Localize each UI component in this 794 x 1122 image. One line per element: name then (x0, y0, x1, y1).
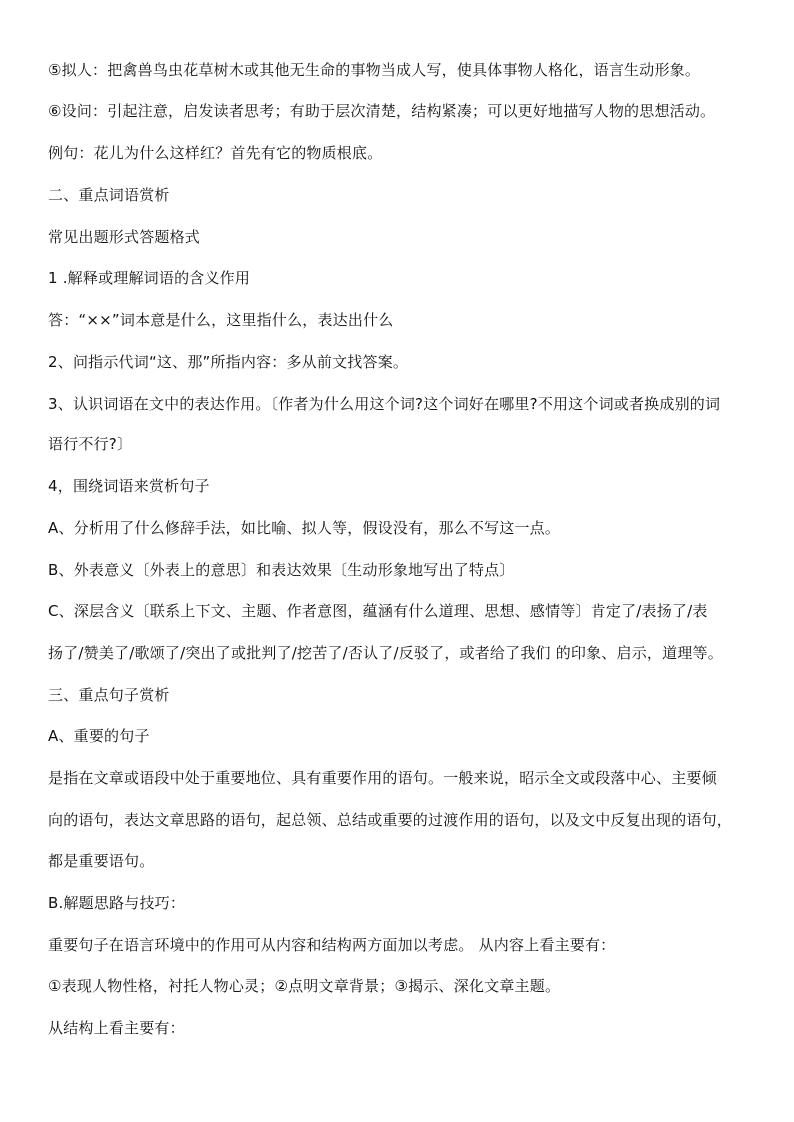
text-line-item-c: C、深层含义〔联系上下文、主题、作者意图，蕴涵有什么道理、思想、感情等〕肯定了/表扬了/表 (48, 602, 708, 620)
text-line-structure-points: 从结构上看主要有： (48, 1019, 185, 1037)
text-line-solving-tips: B.解题思路与技巧： (48, 894, 186, 912)
text-line-item-a: A、分析用了什么修辞手法，如比喻、拟人等，假设没有，那么不写这一点。 (48, 519, 561, 537)
text-line-personification: ⑤拟人：把禽兽鸟虫花草树木或其他无生命的事物当成人写，使具体事物人格化，语言生动形象。 (48, 61, 701, 79)
text-line-definition-cont-2: 都是重要语句。 (48, 852, 155, 870)
text-line-definition-cont-1: 向的语句，表达文章思路的语句，起总领、总结或重要的过渡作用的语句，以及文中反复出现的语句， (48, 811, 733, 829)
text-line-content-points: ①表现人物性格，衬托人物心灵；②点明文章背景；③揭示、深化文章主题。 (48, 977, 561, 995)
text-line-common-formats: 常见出题形式答题格式 (48, 228, 201, 246)
text-line-item-3: 3、认识词语在文中的表达作用。〔作者为什么用这个词?这个词好在哪里?不用这个词或者换成别的词 (48, 395, 721, 413)
text-line-example: 例句：花儿为什么这样红？首先有它的物质根底。 (48, 144, 383, 162)
text-line-rhetorical-question: ⑥设问：引起注意，启发读者思考；有助于层次清楚，结构紧凑；可以更好地描写人物的思想活动。 (48, 102, 716, 120)
text-line-item-b: B、外表意义〔外表上的意思〕和表达效果〔生动形象地写出了特点〕 (48, 561, 515, 579)
section-heading-3: 三、重点句子赏析 (48, 686, 170, 704)
text-line-item-c-cont: 扬了/赞美了/歌颂了/突出了或批判了/挖苦了/否认了/反驳了，或者给了我们 的印象、启示，道理等。 (48, 644, 723, 662)
text-line-item-2: 2、问指示代词“这、那”所指内容：多从前文找答案。 (48, 353, 409, 371)
text-line-item-3-cont: 语行不行?〕 (48, 435, 133, 453)
section-heading-2: 二、重点词语赏析 (48, 186, 170, 204)
text-line-content-structure: 重要句子在语言环境中的作用可从内容和结构两方面加以考虑。 从内容上看主要有： (48, 936, 616, 954)
text-line-item-1: 1 .解释或理解词语的含义作用 (48, 269, 251, 287)
text-line-important-sentences: A、重要的句子 (48, 727, 150, 745)
text-line-item-4: 4，围绕词语来赏析句子 (48, 477, 210, 495)
text-line-answer: 答：“××”词本意是什么，这里指什么，表达出什么 (48, 311, 394, 329)
text-line-definition: 是指在文章或语段中处于重要地位、具有重要作用的语句。一般来说，昭示全文或段落中心、主要倾 (48, 769, 717, 787)
